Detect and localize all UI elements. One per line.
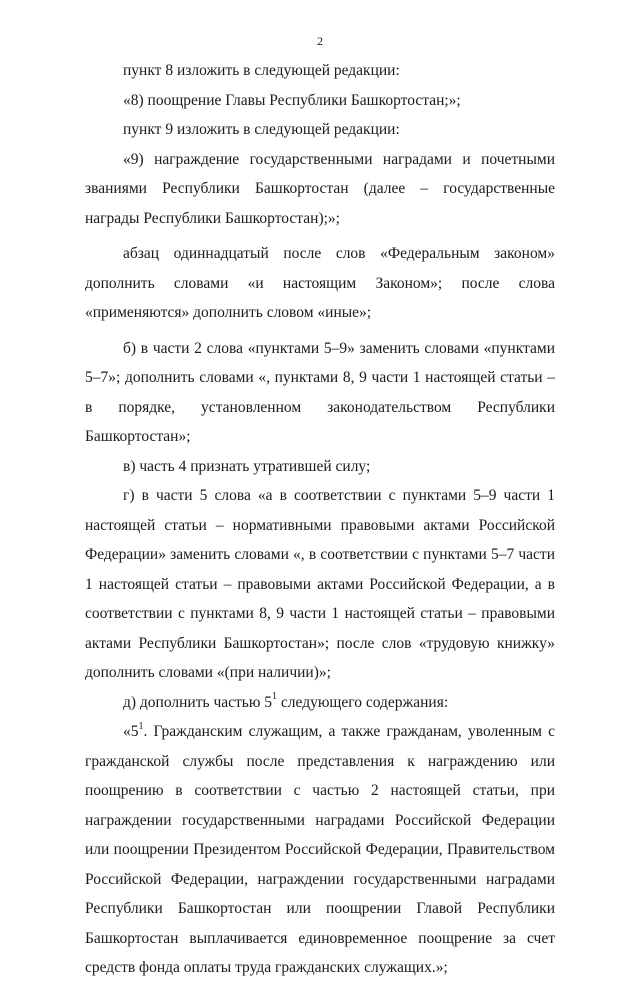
paragraph-10-text-start: «5 (123, 723, 139, 740)
paragraph-9-superscript: 1 (272, 691, 278, 703)
paragraph-2: «8) поощрение Главы Республики Башкортостан;»; (123, 91, 461, 109)
paragraph-10-superscript: 1 (138, 720, 144, 732)
paragraph-10 (85, 717, 555, 983)
paragraph-1: пункт 8 изложить в следующей редакции: (123, 62, 400, 79)
paragraph-4: «9) награждение государственными наградами и почетными званиями Республики Башкортостан (далее – государственные награды Республики Башкортостан);»; (85, 150, 555, 227)
paragraph-9 (85, 688, 555, 718)
paragraph-10-text-end: . Гражданским служащим, а также гражданам, уволенным с гражданской службы после представления к награждению или поощрению в соответствии с частью 2 настоящей статьи, при награждении государственными наградами Российской Федерации или поощрении Президентом Российской Федерации, Правительством Российской Федерации, награждении государственными наградами Республики Башкортостан или поощрении Главой Республики Башкортостан выплачивается единовременное поощрение за счет средств фонда оплаты труда гражданских служащих.»; (85, 723, 555, 976)
paragraph-9-text-start: д) дополнить частью 5 (123, 693, 273, 711)
page-number: 2 (317, 34, 323, 48)
document-body (85, 56, 555, 983)
paragraph-3: пункт 9 изложить в следующей редакции: (123, 121, 400, 138)
paragraph-6: б) в части 2 слова «пунктами 5–9» заменить словами «пунктами 5–7»; дополнить словами «, пунктами 8, 9 части 1 настоящей статьи – в порядке, установленном законодательством Республики Башкортостан»; (85, 339, 555, 445)
paragraph-8: г) в части 5 слова «а в соответствии с пунктами 5–9 части 1 настоящей статьи – нормативными правовыми актами Российской Федерации» заменить словами «, в соответствии с пунктами 5–7 части 1 настоящей статьи – правовыми актами Российской Федерации, а в соответствии с пунктами 8, 9 части 1 настоящей статьи – правовыми актами Республики Башкортостан»; после слов «трудовую книжку» дополнить словами «(при наличии)»; (85, 487, 555, 681)
paragraph-7: в) часть 4 признать утратившей силу; (123, 457, 371, 475)
paragraph-9-text-end: следующего содержания: (277, 693, 449, 711)
paragraph-5: абзац одиннадцатый после слов «Федеральным законом» дополнить словами «и настоящим Законом»; после слова «применяются» дополнить словом «иные»; (85, 245, 555, 321)
